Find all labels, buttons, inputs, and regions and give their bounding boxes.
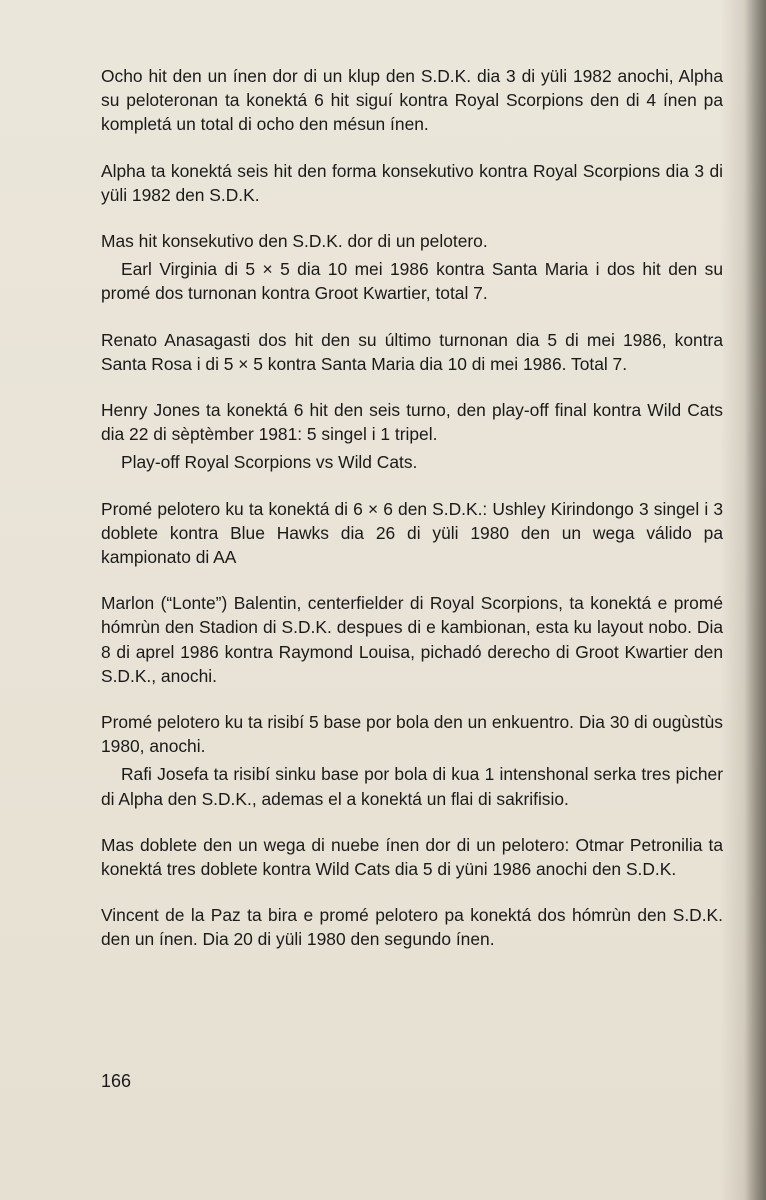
- paragraph-ushley-kirindongo: Promé pelotero ku ta konektá di 6 × 6 den S.D.K.: Ushley Kirindongo 3 singel i 3 doblete kontra Blue Hawks dia 26 di yüli 1980 den un wega válido pa kampionato di AA: [101, 498, 723, 568]
- paragraph-rafi-josefa: Rafi Josefa ta risibí sinku base por bola di kua 1 intenshonal serka tres picher di Alpha den S.D.K., ademas el a konektá un flai di sakrifisio.: [101, 764, 723, 809]
- body-text: [101, 64, 723, 974]
- paragraph-heading-consecutive-hits: Mas hit konsekutivo den S.D.K. dor di un pelotero.: [101, 231, 488, 252]
- paragraph-six-consecutive-hits: Alpha ta konektá seis hit den forma konsekutivo kontra Royal Scorpions dia 3 di yüli 1982 den S.D.K.: [101, 160, 723, 205]
- paragraph-vincent-de-la-paz: Vincent de la Paz ta bira e promé pelotero pa konektá dos hómrùn den S.D.K. den un ínen. Dia 20 di yüli 1980 den segundo ínen.: [101, 905, 723, 950]
- paragraph-eight-hits-inning: Ocho hit den un ínen dor di un klup den S.D.K. dia 3 di yüli 1982 anochi, Alpha su peloteronan ta konektá 6 hit siguí kontra Royal Scorpions den di 4 ínen pa kompletá un total di ocho den mésun ínen.: [101, 66, 723, 135]
- page-edge-shadow: [744, 0, 766, 1200]
- paragraph-marlon-balentin: Marlon (“Lonte”) Balentin, centerfielder di Royal Scorpions, ta konektá e promé hómrùn den Stadion di S.D.K. despues di e kambionan, esta ku layout nobo. Dia 8 di aprel 1986 kontra Raymond Louisa, pichadó derecho di Groot Kwartier den S.D.K., anochi.: [101, 593, 723, 686]
- page-number: 166: [101, 1071, 132, 1091]
- paragraph-henry-jones: Henry Jones ta konektá 6 hit den seis turno, den play-off final kontra Wild Cats dia 22 di sèptèmber 1981: 5 singel i 1 tripel.: [101, 400, 723, 445]
- paragraph-renato-anasagasti: Renato Anasagasti dos hit den su último turnonan dia 5 di mei 1986, kontra Santa Rosa i di 5 × 5 kontra Santa Maria dia 10 di mei 1986. Total 7.: [101, 329, 723, 374]
- paragraph-five-walks: Promé pelotero ku ta risibí 5 base por bola den un enkuentro. Dia 30 di ougùstùs 1980, anochi.: [101, 712, 723, 757]
- paragraph-earl-virginia: Earl Virginia di 5 × 5 dia 10 mei 1986 kontra Santa Maria i dos hit den su promé dos turnonan kontra Groot Kwartier, total 7.: [101, 259, 723, 304]
- paragraph-playoff-note: Play-off Royal Scorpions vs Wild Cats.: [121, 452, 418, 473]
- paragraph-otmar-petronilia: Mas doblete den un wega di nuebe ínen dor di un pelotero: Otmar Petronilia ta konektá tres doblete kontra Wild Cats dia 5 di yüni 1986 anochi den S.D.K.: [101, 834, 723, 880]
